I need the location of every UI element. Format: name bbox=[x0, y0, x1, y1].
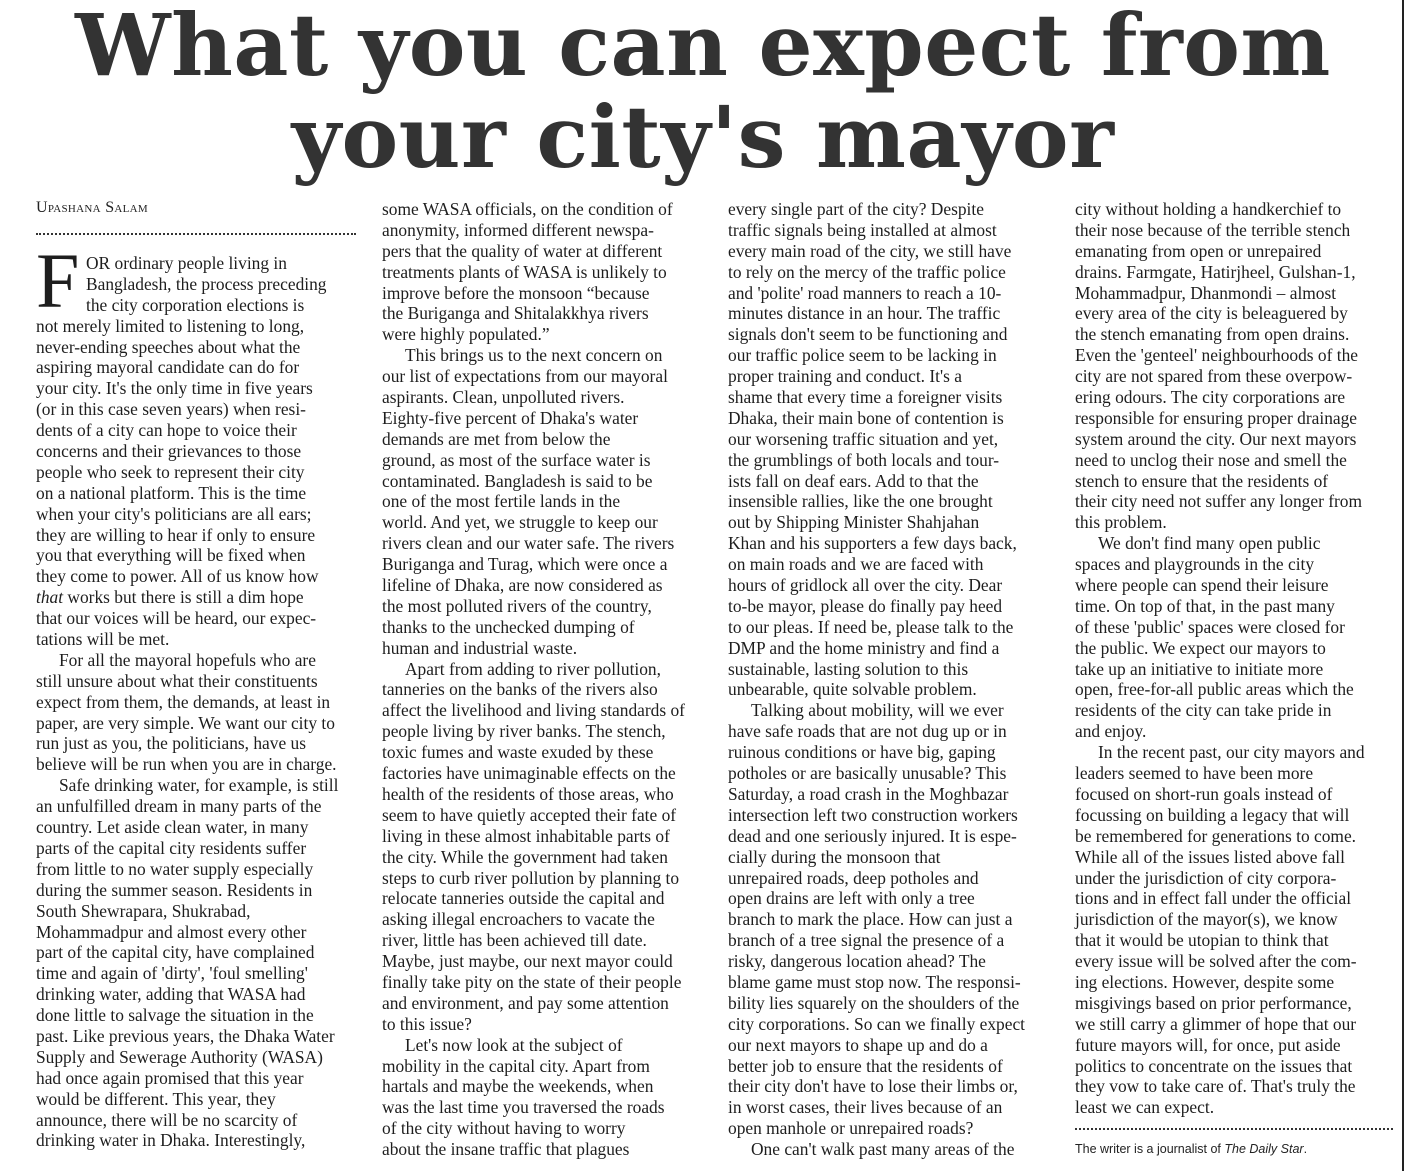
article-line: every area of the city is beleaguered by bbox=[1075, 303, 1348, 324]
article-line: the city corporation elections is bbox=[86, 294, 305, 315]
article-line: the grumblings of both locals and tour- bbox=[728, 449, 1000, 470]
article-line: future mayors will, for once, put aside bbox=[1075, 1034, 1341, 1055]
article-line: proper training and conduct. It's a bbox=[728, 366, 962, 387]
article-line: believe will be run when you are in charge. bbox=[36, 754, 337, 775]
article-line: out by Shipping Minister Shahjahan bbox=[728, 512, 980, 533]
article-line: to rely on the mercy of the traffic police bbox=[728, 261, 1006, 282]
article-line: on a national platform. This is the time bbox=[36, 482, 307, 503]
article-line: our worsening traffic situation and yet, bbox=[728, 428, 999, 449]
article-line: on main roads and we are faced with bbox=[728, 554, 984, 575]
article-line: take up an initiative to initiate more bbox=[1075, 658, 1324, 679]
article-line: their city need not suffer any longer from bbox=[1075, 491, 1363, 512]
article-line: treatments plants of WASA is unlikely to bbox=[382, 261, 667, 282]
article-line: people living by river banks. The stench, bbox=[382, 721, 666, 742]
article-line: Bangladesh, the process preceding bbox=[86, 273, 327, 294]
article-line: In the recent past, our city mayors and bbox=[1098, 742, 1365, 763]
article-line: insensible rallies, like the one brought bbox=[728, 491, 993, 512]
article-line: city are not spared from these overpow- bbox=[1075, 366, 1353, 387]
article-line: an unfulfilled dream in many parts of the bbox=[36, 796, 322, 817]
byline-dotted-rule bbox=[36, 233, 356, 235]
article-line: open drains are left with only a tree bbox=[728, 888, 975, 909]
article-line: affect the livelihood and living standards of bbox=[382, 700, 685, 721]
article-line: improve before the monsoon “because bbox=[382, 282, 650, 303]
article-line: dents of a city can hope to voice their bbox=[36, 420, 297, 441]
article-line: people who seek to represent their city bbox=[36, 461, 305, 482]
article-line: about the insane traffic that plagues bbox=[382, 1139, 630, 1160]
article-line: city corporations. So can we finally expect bbox=[728, 1013, 1025, 1034]
article-line: would be different. This year, they bbox=[36, 1088, 276, 1109]
article-line: aspiring mayoral candidate can do for bbox=[36, 357, 300, 378]
article-line: to our pleas. If need be, please talk to the bbox=[728, 616, 1014, 637]
article-line: ists fall on deaf ears. Add to that the bbox=[728, 470, 979, 491]
article-line: never-ending speeches about what the bbox=[36, 336, 301, 357]
article-line: This brings us to the next concern on bbox=[405, 345, 663, 366]
article-line: bility lies squarely on the shoulders of the bbox=[728, 992, 1020, 1013]
article-line: Khan and his supporters a few days back, bbox=[728, 533, 1017, 554]
article-line: tanneries on the banks of the rivers also bbox=[382, 679, 658, 700]
article-line: every single part of the city? Despite bbox=[728, 199, 984, 219]
article-line: pers that the quality of water at different bbox=[382, 240, 663, 261]
article-line: lifeline of Dhaka, are now considered as bbox=[382, 575, 663, 596]
article-line: living in these almost inhabitable parts of bbox=[382, 825, 670, 846]
article-line: Dhaka, their main bone of contention is bbox=[728, 407, 1004, 428]
article-line: potholes or are basically unusable? This bbox=[728, 763, 1007, 784]
article-line: was the last time you traversed the roads bbox=[382, 1097, 665, 1118]
article-line: not merely limited to listening to long, bbox=[36, 315, 305, 336]
article-line: the city. While the government had taken bbox=[382, 846, 668, 867]
article-line: system around the city. Our next mayors bbox=[1075, 428, 1357, 449]
footnote-publication: The Daily Star bbox=[1224, 1142, 1304, 1156]
article-line: to-be mayor, please do finally pay heed bbox=[728, 595, 1003, 616]
article-line: Mohammadpur, Dhanmondi – almost bbox=[1075, 282, 1337, 303]
article-line: branch of a tree signal the presence of a bbox=[728, 930, 1005, 951]
article-line: cially during the monsoon that bbox=[728, 846, 941, 867]
article-line: toxic fumes and waste exuded by these bbox=[382, 742, 654, 763]
article-line: Saturday, a road crash in the Moghbazar bbox=[728, 783, 1009, 804]
article-line: past. Like previous years, the Dhaka Water bbox=[36, 1025, 335, 1046]
article-line: during the summer season. Residents in bbox=[36, 879, 313, 900]
article-line: hartals and maybe the weekends, when bbox=[382, 1076, 654, 1097]
article-line: Supply and Sewerage Authority (WASA) bbox=[36, 1046, 323, 1067]
article-line: drinking water, adding that WASA had bbox=[36, 984, 306, 1005]
headline-line-2: your city's mayor bbox=[291, 88, 1115, 188]
article-line: responsible for ensuring proper drainage bbox=[1075, 407, 1358, 428]
article-line: were highly populated.” bbox=[382, 324, 550, 345]
article-line: parts of the capital city residents suffer bbox=[36, 837, 307, 858]
article-line: and 'polite' road manners to reach a 10- bbox=[728, 282, 1002, 303]
writer-footnote bbox=[1075, 1142, 1307, 1156]
article-line: in worst cases, their lives because of an bbox=[728, 1097, 1003, 1118]
article-line: Even the 'genteel' neighbourhoods of the bbox=[1075, 345, 1358, 366]
article-line: one of the most fertile lands in the bbox=[382, 491, 621, 512]
article-line: rivers clean and our water safe. The rivers bbox=[382, 533, 675, 554]
article-line: our traffic police seem to be lacking in bbox=[728, 345, 997, 366]
article-line: misgivings based on prior performance, bbox=[1075, 992, 1352, 1013]
article-line: open, free-for-all public areas which the bbox=[1075, 679, 1354, 700]
article-line-italic-lead: that works but there is still a dim hope bbox=[36, 587, 304, 608]
article-line: ruinous conditions or have big, gaping bbox=[728, 742, 996, 763]
article-line: the most polluted rivers of the country, bbox=[382, 595, 652, 616]
article-line: tions and in effect fall under the official bbox=[1075, 888, 1352, 909]
article-line: One can't walk past many areas of the bbox=[751, 1139, 1015, 1160]
article-line: stench to ensure that the residents of bbox=[1075, 470, 1329, 491]
end-dotted-rule bbox=[1075, 1128, 1393, 1130]
article-line: some WASA officials, on the condition of bbox=[382, 199, 673, 219]
article-line: under the jurisdiction of city corpora- bbox=[1075, 867, 1337, 888]
article-line: the public. We expect our mayors to bbox=[1075, 637, 1326, 658]
article-line: tations will be met. bbox=[36, 629, 170, 650]
article-line: time and again of 'dirty', 'foul smelling' bbox=[36, 963, 308, 984]
article-line: expect from them, the demands, at least in bbox=[36, 691, 331, 712]
article-line: and enjoy. bbox=[1075, 721, 1147, 742]
article-line: asking illegal encroachers to vacate the bbox=[382, 909, 655, 930]
article-line: they come to power. All of us know how bbox=[36, 566, 319, 587]
article-line: mobility in the capital city. Apart from bbox=[382, 1055, 650, 1076]
article-line: focused on short-run goals instead of bbox=[1075, 783, 1333, 804]
article-line: we still carry a glimmer of hope that our bbox=[1075, 1013, 1357, 1034]
article-line: (or in this case seven years) when resi- bbox=[36, 399, 306, 420]
article-line: to this issue? bbox=[382, 1013, 472, 1034]
article-column-1 bbox=[36, 253, 358, 1151]
article-line: be remembered for generations to come. bbox=[1075, 825, 1357, 846]
article-line: they vow to take care of. That's truly the bbox=[1075, 1076, 1356, 1097]
article-line: unrepaired roads, deep potholes and bbox=[728, 867, 979, 888]
footnote-prefix: The writer is a journalist of bbox=[1075, 1142, 1225, 1156]
article-line: of these 'public' spaces were closed for bbox=[1075, 616, 1345, 637]
article-line: and environment, and pay some attention bbox=[382, 992, 669, 1013]
article-line: Safe drinking water, for example, is still bbox=[59, 775, 339, 796]
article-line: aspirants. Clean, unpolluted rivers. bbox=[382, 387, 625, 408]
article-line: spaces and playgrounds in the city bbox=[1075, 554, 1315, 575]
headline-line-1: What you can expect from bbox=[75, 0, 1331, 96]
article-column-2 bbox=[382, 199, 712, 1160]
article-line: politics to concentrate on the issues that bbox=[1075, 1055, 1353, 1076]
article-line: leaders seemed to have been more bbox=[1075, 763, 1314, 784]
article-line: their nose because of the terrible stench bbox=[1075, 219, 1351, 240]
article-line: their city don't have to lose their limbs or, bbox=[728, 1076, 1018, 1097]
article-line: every issue will be solved after the com- bbox=[1075, 951, 1357, 972]
article-line: blame game must stop now. The responsi- bbox=[728, 971, 1021, 992]
article-line: Maybe, just maybe, our next mayor could bbox=[382, 951, 673, 972]
article-line: the stench emanating from open drains. bbox=[1075, 324, 1350, 345]
article-line: ing elections. However, despite some bbox=[1075, 971, 1335, 992]
article-line: traffic signals being installed at almost bbox=[728, 219, 997, 240]
article-line: anonymity, informed different newspa- bbox=[382, 219, 654, 240]
drop-cap: F bbox=[36, 237, 80, 324]
article-line: open manhole or unrepaired roads? bbox=[728, 1118, 974, 1139]
article-line: had once again promised that this year bbox=[36, 1067, 304, 1088]
article-line: that our voices will be heard, our expec- bbox=[36, 608, 317, 629]
article-line: contaminated. Bangladesh is said to be bbox=[382, 470, 653, 491]
article-line: part of the capital city, have complained bbox=[36, 942, 315, 963]
article-line: thanks to the unchecked dumping of bbox=[382, 616, 635, 637]
article-line: Buriganga and Turag, which were once a bbox=[382, 554, 668, 575]
article-line: OR ordinary people living in bbox=[86, 253, 287, 273]
article-line: factories have unimaginable effects on the bbox=[382, 763, 676, 784]
article-line: city without holding a handkerchief to bbox=[1075, 199, 1342, 219]
article-line: every main road of the city, we still have bbox=[728, 240, 1012, 261]
article-line: country. Let aside clean water, in many bbox=[36, 817, 309, 838]
article-line: of the city without having to worry bbox=[382, 1118, 626, 1139]
article-line: concerns and their grievances to those bbox=[36, 441, 302, 462]
article-line: you that everything will be fixed when bbox=[36, 545, 306, 566]
article-line: While all of the issues listed above fall bbox=[1075, 846, 1345, 867]
article-line: river, little has been achieved till date. bbox=[382, 930, 647, 951]
article-line: paper, are very simple. We want our city to bbox=[36, 712, 335, 733]
article-line: sustainable, lasting solution to this bbox=[728, 658, 969, 679]
article-line: unbearable, quite solvable problem. bbox=[728, 679, 977, 700]
article-line: signals don't seem to be functioning and bbox=[728, 324, 1008, 345]
article-line: minutes distance in an hour. The traffic bbox=[728, 303, 1001, 324]
article-line: seem to have quietly accepted their fate of bbox=[382, 804, 677, 825]
article-line: ground, as most of the surface water is bbox=[382, 449, 651, 470]
article-line: time. On top of that, in the past many bbox=[1075, 595, 1335, 616]
article-line: South Shewrapara, Shukrabad, bbox=[36, 900, 251, 921]
article-line: drains. Farmgate, Hatirjheel, Gulshan-1, bbox=[1075, 261, 1356, 282]
article-line: done little to salvage the situation in the bbox=[36, 1005, 314, 1026]
article-line: when your city's politicians are all ears; bbox=[36, 503, 312, 524]
article-line: DMP and the home ministry and find a bbox=[728, 637, 1000, 658]
article-line: better job to ensure that the residents of bbox=[728, 1055, 1003, 1076]
article-line: Eighty-five percent of Dhaka's water bbox=[382, 407, 639, 428]
article-line: still unsure about what their constituents bbox=[36, 670, 318, 691]
article-line: We don't find many open public bbox=[1098, 533, 1321, 554]
article-line: our next mayors to shape up and do a bbox=[728, 1034, 988, 1055]
article-line: focussing on building a legacy that will bbox=[1075, 804, 1350, 825]
article-line: Talking about mobility, will we ever bbox=[751, 700, 1004, 721]
article-line: the Buriganga and Shitalakkhya rivers bbox=[382, 303, 649, 324]
article-line: they are willing to hear if only to ensure bbox=[36, 524, 316, 545]
article-line: jurisdiction of the mayor(s), we know bbox=[1075, 909, 1338, 930]
article-line: need to unclog their nose and smell the bbox=[1075, 449, 1347, 470]
article-line: relocate tanneries outside the capital and bbox=[382, 888, 665, 909]
article-line: where people can spend their leisure bbox=[1075, 575, 1329, 596]
article-line: emanating from open or unrepaired bbox=[1075, 240, 1322, 261]
article-line: your city. It's the only time in five years bbox=[36, 378, 313, 399]
article-line: ering odours. The city corporations are bbox=[1075, 387, 1346, 408]
article-line: human and industrial waste. bbox=[382, 637, 578, 658]
article-line: steps to curb river pollution by planning to bbox=[382, 867, 680, 888]
article-column-3 bbox=[728, 199, 1058, 1160]
headline bbox=[0, 0, 1406, 188]
article-line: demands are met from below the bbox=[382, 428, 611, 449]
article-line: branch to mark the place. How can just a bbox=[728, 909, 1013, 930]
article-line: intersection left two construction workers bbox=[728, 804, 1018, 825]
article-line: drinking water in Dhaka. Interestingly, bbox=[36, 1130, 306, 1151]
footnote-suffix: . bbox=[1303, 1142, 1308, 1156]
article-line: least we can expect. bbox=[1075, 1097, 1215, 1118]
article-line: dead and one seriously injured. It is espe- bbox=[728, 825, 1017, 846]
article-line: announce, there will be no scarcity of bbox=[36, 1109, 298, 1130]
article-line: Apart from adding to river pollution, bbox=[405, 658, 661, 679]
article-line: residents of the city can take pride in bbox=[1075, 700, 1332, 721]
article-line: Let's now look at the subject of bbox=[405, 1034, 623, 1055]
article-line: shame that every time a foreigner visits bbox=[728, 387, 1003, 408]
article-line: For all the mayoral hopefuls who are bbox=[59, 649, 316, 670]
article-line: have safe roads that are not dug up or in bbox=[728, 721, 1007, 742]
author-byline: Upashana Salam bbox=[36, 199, 148, 216]
article-line: run just as you, the politicians, have us bbox=[36, 733, 306, 754]
article-line: Mohammadpur and almost every other bbox=[36, 921, 307, 942]
article-column-4 bbox=[1075, 199, 1401, 1118]
article-line: finally take pity on the state of their people bbox=[382, 971, 682, 992]
article-line: risky, dangerous location ahead? The bbox=[728, 951, 986, 972]
article-line: hours of gridlock all over the city. Dear bbox=[728, 575, 1003, 596]
article-line: that it would be utopian to think that bbox=[1075, 930, 1329, 951]
article-line: from little to no water supply especially bbox=[36, 858, 314, 879]
article-line: world. And yet, we struggle to keep our bbox=[382, 512, 658, 533]
article-line: health of the residents of those areas, who bbox=[382, 783, 674, 804]
article-line: this problem. bbox=[1075, 512, 1167, 533]
article-line: our list of expectations from our mayoral bbox=[382, 366, 668, 387]
